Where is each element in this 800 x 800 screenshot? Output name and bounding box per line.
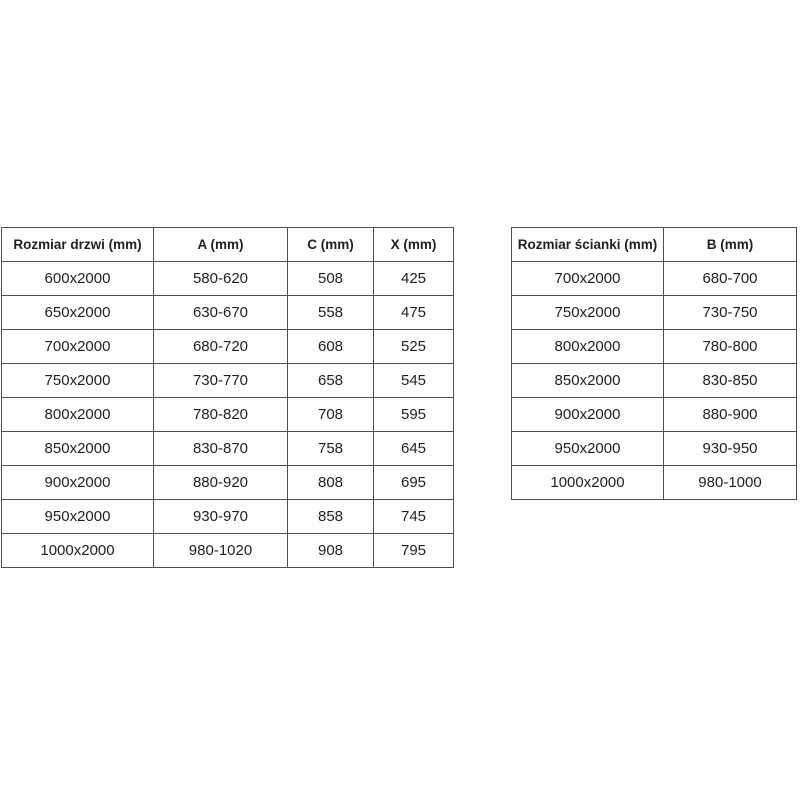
door-size-table [1,227,454,568]
table-cell: 750x2000 [512,296,664,330]
door-table-header-row [2,228,454,262]
table-row [2,364,454,398]
table-cell: 508 [288,262,374,296]
header-cell-b: B (mm) [664,228,797,262]
table-cell: 830-870 [154,432,288,466]
table-row [2,534,454,568]
table-cell: 600x2000 [2,262,154,296]
table-row [512,262,797,296]
header-cell-c: C (mm) [288,228,374,262]
table-cell: 695 [374,466,454,500]
table-cell: 808 [288,466,374,500]
table-cell: 950x2000 [2,500,154,534]
table-cell: 900x2000 [2,466,154,500]
table-cell: 745 [374,500,454,534]
table-row [512,330,797,364]
table-row [512,466,797,500]
table-cell: 545 [374,364,454,398]
table-row [2,296,454,330]
table-cell: 730-750 [664,296,797,330]
table-cell: 780-820 [154,398,288,432]
table-row [512,296,797,330]
table-cell: 1000x2000 [2,534,154,568]
table-cell: 930-950 [664,432,797,466]
table-row [2,500,454,534]
table-cell: 780-800 [664,330,797,364]
table-cell: 650x2000 [2,296,154,330]
header-cell-door-size: Rozmiar drzwi (mm) [2,228,154,262]
table-row [512,364,797,398]
header-cell-wall-size: Rozmiar ścianki (mm) [512,228,664,262]
table-cell: 525 [374,330,454,364]
table-row [2,466,454,500]
table-cell: 580-620 [154,262,288,296]
table-row [2,330,454,364]
table-cell: 700x2000 [512,262,664,296]
table-cell: 630-670 [154,296,288,330]
table-cell: 980-1020 [154,534,288,568]
table-row [2,398,454,432]
table-cell: 758 [288,432,374,466]
table-cell: 680-700 [664,262,797,296]
table-cell: 558 [288,296,374,330]
wall-size-table [511,227,797,500]
table-row [2,262,454,296]
table-cell: 1000x2000 [512,466,664,500]
table-cell: 680-720 [154,330,288,364]
table-row [512,432,797,466]
table-cell: 608 [288,330,374,364]
table-cell: 800x2000 [512,330,664,364]
table-cell: 850x2000 [2,432,154,466]
table-cell: 475 [374,296,454,330]
table-cell: 730-770 [154,364,288,398]
table-cell: 645 [374,432,454,466]
table-cell: 595 [374,398,454,432]
table-cell: 425 [374,262,454,296]
header-cell-x: X (mm) [374,228,454,262]
table-cell: 850x2000 [512,364,664,398]
table-cell: 800x2000 [2,398,154,432]
table-cell: 795 [374,534,454,568]
table-cell: 750x2000 [2,364,154,398]
table-cell: 950x2000 [512,432,664,466]
table-cell: 880-900 [664,398,797,432]
table-row [512,398,797,432]
table-cell: 858 [288,500,374,534]
table-cell: 980-1000 [664,466,797,500]
table-cell: 708 [288,398,374,432]
table-row [2,432,454,466]
wall-table-header-row [512,228,797,262]
table-cell: 908 [288,534,374,568]
table-cell: 658 [288,364,374,398]
table-cell: 900x2000 [512,398,664,432]
header-cell-a: A (mm) [154,228,288,262]
table-cell: 880-920 [154,466,288,500]
table-cell: 830-850 [664,364,797,398]
table-cell: 930-970 [154,500,288,534]
table-cell: 700x2000 [2,330,154,364]
